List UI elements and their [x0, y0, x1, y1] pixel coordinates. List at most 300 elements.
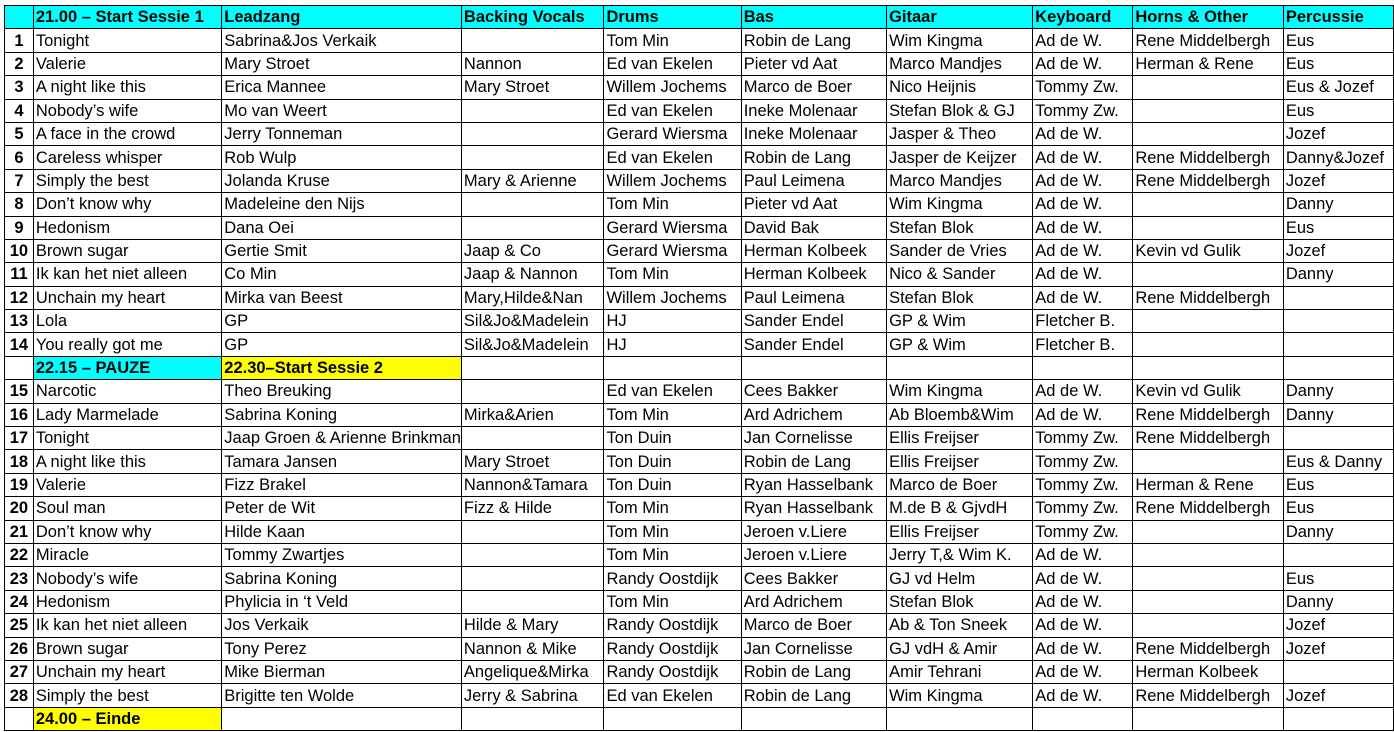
backing-vocals — [461, 380, 604, 403]
song-title: Valerie — [33, 52, 221, 75]
row-number: 21 — [5, 520, 34, 543]
backing-vocals — [461, 543, 604, 566]
bass: Jeroen v.Liere — [741, 520, 886, 543]
backing-vocals — [461, 590, 604, 613]
bass: Robin de Lang — [741, 684, 886, 707]
lead-vocal: Jaap Groen & Arienne Brinkman — [222, 427, 462, 450]
row-number: 2 — [5, 52, 34, 75]
song-title: You really got me — [33, 333, 221, 356]
horns-other: Rene Middelbergh — [1133, 29, 1284, 52]
percussion — [1283, 543, 1393, 566]
blank-cell — [604, 356, 741, 379]
lead-vocal: Jerry Tonneman — [222, 122, 462, 145]
keyboard: Ad de W. — [1033, 193, 1133, 216]
keyboard: Ad de W. — [1033, 660, 1133, 683]
lead-vocal: Mirka van Beest — [222, 286, 462, 309]
keyboard: Tommy Zw. — [1033, 497, 1133, 520]
song-title: Ik kan het niet alleen — [33, 263, 221, 286]
backing-vocals — [461, 520, 604, 543]
table-row — [5, 76, 1394, 99]
song-title: Brown sugar — [33, 637, 221, 660]
blank-cell — [887, 707, 1033, 730]
horns-other — [1133, 216, 1284, 239]
keyboard: Ad de W. — [1033, 122, 1133, 145]
row-number: 16 — [5, 403, 34, 426]
horns-other — [1133, 520, 1284, 543]
lead-vocal: Gertie Smit — [222, 239, 462, 262]
drums: Ton Duin — [604, 473, 741, 496]
keyboard: Ad de W. — [1033, 543, 1133, 566]
percussion: Eus — [1283, 473, 1393, 496]
song-title: Brown sugar — [33, 239, 221, 262]
horns-other: Rene Middelbergh — [1133, 637, 1284, 660]
lead-vocal: GP — [222, 333, 462, 356]
drums: HJ — [604, 310, 741, 333]
bass: Herman Kolbeek — [741, 263, 886, 286]
drums: Tom Min — [604, 590, 741, 613]
row-number: 18 — [5, 450, 34, 473]
blank-cell — [222, 707, 462, 730]
keyboard: Ad de W. — [1033, 263, 1133, 286]
table-row — [5, 660, 1394, 683]
horns-other: Kevin vd Gulik — [1133, 380, 1284, 403]
row-number: 15 — [5, 380, 34, 403]
keyboard: Ad de W. — [1033, 684, 1133, 707]
table-row — [5, 637, 1394, 660]
table-row — [5, 263, 1394, 286]
header-row — [5, 6, 1394, 29]
percussion: Danny&Jozef — [1283, 146, 1393, 169]
lead-vocal: Phylicia in ‘t Veld — [222, 590, 462, 613]
guitar: Stefan Blok — [887, 286, 1033, 309]
bass: David Bak — [741, 216, 886, 239]
song-title: Careless whisper — [33, 146, 221, 169]
table-row — [5, 520, 1394, 543]
song-title: Lola — [33, 310, 221, 333]
song-title: Nobody’s wife — [33, 567, 221, 590]
backing-vocals: Mary Stroet — [461, 76, 604, 99]
lead-vocal: Co Min — [222, 263, 462, 286]
guitar: Jasper & Theo — [887, 122, 1033, 145]
percussion: Danny — [1283, 193, 1393, 216]
drums: Willem Jochems — [604, 169, 741, 192]
percussion: Danny — [1283, 520, 1393, 543]
row-number: 7 — [5, 169, 34, 192]
table-row — [5, 567, 1394, 590]
keyboard: Tommy Zw. — [1033, 450, 1133, 473]
guitar: Ab Bloemb&Wim — [887, 403, 1033, 426]
lead-vocal: Tommy Zwartjes — [222, 543, 462, 566]
horns-other: Herman & Rene — [1133, 473, 1284, 496]
horns-other: Rene Middelbergh — [1133, 403, 1284, 426]
horns-other: Rene Middelbergh — [1133, 286, 1284, 309]
song-title: Lady Marmelade — [33, 403, 221, 426]
backing-vocals: Mary,Hilde&Nan — [461, 286, 604, 309]
song-title: Hedonism — [33, 216, 221, 239]
song-title: Tonight — [33, 29, 221, 52]
row-number: 28 — [5, 684, 34, 707]
guitar: Ellis Freijser — [887, 427, 1033, 450]
lead-vocal: Jolanda Kruse — [222, 169, 462, 192]
row-number: 12 — [5, 286, 34, 309]
bass: Jeroen v.Liere — [741, 543, 886, 566]
corner-cell — [5, 6, 34, 29]
keyboard: Fletcher B. — [1033, 310, 1133, 333]
keyboard: Ad de W. — [1033, 286, 1133, 309]
table-row — [5, 286, 1394, 309]
row-number: 17 — [5, 427, 34, 450]
song-title: Hedonism — [33, 590, 221, 613]
bass: Robin de Lang — [741, 146, 886, 169]
drums: Tom Min — [604, 263, 741, 286]
guitar: M.de B & GjvdH — [887, 497, 1033, 520]
table-row — [5, 427, 1394, 450]
table-row — [5, 403, 1394, 426]
drums: Ed van Ekelen — [604, 380, 741, 403]
row-number: 13 — [5, 310, 34, 333]
percussion — [1283, 333, 1393, 356]
table-row — [5, 684, 1394, 707]
bass: Pieter vd Aat — [741, 193, 886, 216]
backing-vocals: Mary & Arienne — [461, 169, 604, 192]
song-title: Simply the best — [33, 169, 221, 192]
row-number: 6 — [5, 146, 34, 169]
percussion: Danny — [1283, 263, 1393, 286]
bass: Herman Kolbeek — [741, 239, 886, 262]
table-row — [5, 333, 1394, 356]
lead-vocal: Tony Perez — [222, 637, 462, 660]
horns-other — [1133, 567, 1284, 590]
lead-vocal: Theo Breuking — [222, 380, 462, 403]
row-number: 3 — [5, 76, 34, 99]
table-row — [5, 310, 1394, 333]
percussion: Danny — [1283, 590, 1393, 613]
drums: Ed van Ekelen — [604, 684, 741, 707]
percussion: Eus — [1283, 52, 1393, 75]
lead-vocal: Mo van Weert — [222, 99, 462, 122]
blank-cell — [461, 356, 604, 379]
song-title: Don’t know why — [33, 520, 221, 543]
guitar: Jerry T,& Wim K. — [887, 543, 1033, 566]
guitar: Jasper de Keijzer — [887, 146, 1033, 169]
lead-vocal: Madeleine den Nijs — [222, 193, 462, 216]
horns-other — [1133, 333, 1284, 356]
table-row — [5, 169, 1394, 192]
drums: Randy Oostdijk — [604, 660, 741, 683]
backing-vocals — [461, 99, 604, 122]
song-title: Simply the best — [33, 684, 221, 707]
bass: Robin de Lang — [741, 29, 886, 52]
table-row — [5, 497, 1394, 520]
backing-vocals: Jaap & Nannon — [461, 263, 604, 286]
song-title: A night like this — [33, 450, 221, 473]
horns-other — [1133, 263, 1284, 286]
keyboard: Tommy Zw. — [1033, 520, 1133, 543]
lead-vocal: Brigitte ten Wolde — [222, 684, 462, 707]
song-title: Ik kan het niet alleen — [33, 614, 221, 637]
backing-vocals: Nannon — [461, 52, 604, 75]
drums: Randy Oostdijk — [604, 637, 741, 660]
row-number: 4 — [5, 99, 34, 122]
bass: Paul Leimena — [741, 286, 886, 309]
blank-cell — [1033, 707, 1133, 730]
song-title: Nobody’s wife — [33, 99, 221, 122]
song-title: Soul man — [33, 497, 221, 520]
drums: Ton Duin — [604, 427, 741, 450]
song-title: Unchain my heart — [33, 660, 221, 683]
percussion: Jozef — [1283, 614, 1393, 637]
table-row — [5, 543, 1394, 566]
drums: Gerard Wiersma — [604, 216, 741, 239]
song-title: Don’t know why — [33, 193, 221, 216]
percussion — [1283, 310, 1393, 333]
bass: Marco de Boer — [741, 76, 886, 99]
horns-other — [1133, 614, 1284, 637]
song-title: A face in the crowd — [33, 122, 221, 145]
keyboard: Ad de W. — [1033, 403, 1133, 426]
guitar: Marco de Boer — [887, 473, 1033, 496]
bass: Ryan Hasselbank — [741, 473, 886, 496]
backing-vocals: Sil&Jo&Madelein — [461, 333, 604, 356]
lead-vocal: Tamara Jansen — [222, 450, 462, 473]
table-row — [5, 239, 1394, 262]
row-number: 5 — [5, 122, 34, 145]
row-number: 20 — [5, 497, 34, 520]
backing-vocals: Jerry & Sabrina — [461, 684, 604, 707]
keyboard: Ad de W. — [1033, 29, 1133, 52]
percussion: Jozef — [1283, 239, 1393, 262]
lead-vocal: Hilde Kaan — [222, 520, 462, 543]
drums: Tom Min — [604, 193, 741, 216]
guitar: GJ vd Helm — [887, 567, 1033, 590]
row-number: 14 — [5, 333, 34, 356]
col-percussie: Percussie — [1283, 6, 1393, 29]
blank-cell — [1133, 356, 1284, 379]
col-drums: Drums — [604, 6, 741, 29]
blank-cell — [604, 707, 741, 730]
table-row — [5, 380, 1394, 403]
col-leadzang: Leadzang — [222, 6, 462, 29]
percussion: Eus — [1283, 99, 1393, 122]
keyboard: Ad de W. — [1033, 590, 1133, 613]
percussion: Danny — [1283, 403, 1393, 426]
lead-vocal: Sabrina&Jos Verkaik — [222, 29, 462, 52]
table-row — [5, 473, 1394, 496]
table-row — [5, 193, 1394, 216]
drums: Ed van Ekelen — [604, 52, 741, 75]
horns-other — [1133, 76, 1284, 99]
guitar: Sander de Vries — [887, 239, 1033, 262]
row-number: 8 — [5, 193, 34, 216]
row-number: 9 — [5, 216, 34, 239]
percussion: Jozef — [1283, 169, 1393, 192]
horns-other — [1133, 450, 1284, 473]
table-row — [5, 122, 1394, 145]
lead-vocal: Mike Bierman — [222, 660, 462, 683]
percussion: Eus — [1283, 497, 1393, 520]
drums: Gerard Wiersma — [604, 122, 741, 145]
horns-other: Rene Middelbergh — [1133, 427, 1284, 450]
guitar: Stefan Blok — [887, 216, 1033, 239]
bass: Paul Leimena — [741, 169, 886, 192]
lead-vocal: Sabrina Koning — [222, 403, 462, 426]
guitar: GJ vdH & Amir — [887, 637, 1033, 660]
col-keyboard: Keyboard — [1033, 6, 1133, 29]
row-number: 11 — [5, 263, 34, 286]
lead-vocal: Fizz Brakel — [222, 473, 462, 496]
keyboard: Tommy Zw. — [1033, 99, 1133, 122]
table-row — [5, 146, 1394, 169]
table-row — [5, 216, 1394, 239]
drums: Tom Min — [604, 497, 741, 520]
horns-other — [1133, 543, 1284, 566]
percussion: Eus — [1283, 567, 1393, 590]
guitar: Wim Kingma — [887, 380, 1033, 403]
keyboard: Ad de W. — [1033, 216, 1133, 239]
blank-cell — [5, 356, 34, 379]
backing-vocals — [461, 427, 604, 450]
table-row — [5, 590, 1394, 613]
guitar: Ellis Freijser — [887, 450, 1033, 473]
separator-row — [5, 707, 1394, 730]
row-number: 26 — [5, 637, 34, 660]
keyboard: Ad de W. — [1033, 239, 1133, 262]
percussion — [1283, 427, 1393, 450]
blank-cell — [5, 707, 34, 730]
backing-vocals: Nannon & Mike — [461, 637, 604, 660]
guitar: GP & Wim — [887, 310, 1033, 333]
backing-vocals — [461, 29, 604, 52]
guitar: Wim Kingma — [887, 29, 1033, 52]
bass: Ard Adrichem — [741, 590, 886, 613]
guitar: Stefan Blok & GJ — [887, 99, 1033, 122]
blank-cell — [1133, 707, 1284, 730]
guitar: Wim Kingma — [887, 193, 1033, 216]
drums: Randy Oostdijk — [604, 614, 741, 637]
blank-cell — [461, 707, 604, 730]
song-title: Valerie — [33, 473, 221, 496]
drums: Randy Oostdijk — [604, 567, 741, 590]
drums: Tom Min — [604, 29, 741, 52]
row-number: 24 — [5, 590, 34, 613]
table-row — [5, 614, 1394, 637]
backing-vocals: Jaap & Co — [461, 239, 604, 262]
horns-other — [1133, 122, 1284, 145]
horns-other: Rene Middelbergh — [1133, 497, 1284, 520]
guitar: Nico & Sander — [887, 263, 1033, 286]
lead-vocal: Mary Stroet — [222, 52, 462, 75]
drums: HJ — [604, 333, 741, 356]
bass: Cees Bakker — [741, 380, 886, 403]
percussion: Jozef — [1283, 684, 1393, 707]
backing-vocals: Angelique&Mirka — [461, 660, 604, 683]
col-horns-other: Horns & Other — [1133, 6, 1284, 29]
lead-vocal: GP — [222, 310, 462, 333]
bass: Sander Endel — [741, 310, 886, 333]
keyboard: Ad de W. — [1033, 614, 1133, 637]
backing-vocals — [461, 567, 604, 590]
blank-cell — [741, 356, 886, 379]
backing-vocals: Sil&Jo&Madelein — [461, 310, 604, 333]
horns-other — [1133, 193, 1284, 216]
drums: Ed van Ekelen — [604, 99, 741, 122]
bass: Sander Endel — [741, 333, 886, 356]
row-number: 23 — [5, 567, 34, 590]
blank-cell — [887, 356, 1033, 379]
row-number: 19 — [5, 473, 34, 496]
horns-other: Herman & Rene — [1133, 52, 1284, 75]
backing-vocals: Mary Stroet — [461, 450, 604, 473]
backing-vocals — [461, 146, 604, 169]
bass: Robin de Lang — [741, 450, 886, 473]
col-gitaar: Gitaar — [887, 6, 1033, 29]
bass: Pieter vd Aat — [741, 52, 886, 75]
guitar: Nico Heijnis — [887, 76, 1033, 99]
song-title: Narcotic — [33, 380, 221, 403]
bass: Ineke Molenaar — [741, 122, 886, 145]
lead-vocal: Erica Mannee — [222, 76, 462, 99]
lead-vocal: Rob Wulp — [222, 146, 462, 169]
bass: Jan Cornelisse — [741, 637, 886, 660]
col-backing-vocals: Backing Vocals — [461, 6, 604, 29]
percussion — [1283, 660, 1393, 683]
guitar: Ab & Ton Sneek — [887, 614, 1033, 637]
bass: Jan Cornelisse — [741, 427, 886, 450]
percussion: Eus — [1283, 29, 1393, 52]
blank-cell — [1033, 356, 1133, 379]
guitar: GP & Wim — [887, 333, 1033, 356]
lead-vocal: Sabrina Koning — [222, 567, 462, 590]
horns-other: Rene Middelbergh — [1133, 146, 1284, 169]
drums: Tom Min — [604, 520, 741, 543]
keyboard: Tommy Zw. — [1033, 427, 1133, 450]
drums: Willem Jochems — [604, 286, 741, 309]
separator-row — [5, 356, 1394, 379]
table-row — [5, 29, 1394, 52]
keyboard: Fletcher B. — [1033, 333, 1133, 356]
backing-vocals — [461, 193, 604, 216]
keyboard: Ad de W. — [1033, 637, 1133, 660]
bass: Ineke Molenaar — [741, 99, 886, 122]
table-row — [5, 52, 1394, 75]
horns-other: Kevin vd Gulik — [1133, 239, 1284, 262]
row-number: 27 — [5, 660, 34, 683]
drums: Tom Min — [604, 543, 741, 566]
blank-cell — [1283, 707, 1393, 730]
horns-other: Rene Middelbergh — [1133, 169, 1284, 192]
row-number: 25 — [5, 614, 34, 637]
song-title: Miracle — [33, 543, 221, 566]
session2-label: 22.30–Start Sessie 2 — [222, 356, 462, 379]
row-number: 22 — [5, 543, 34, 566]
lead-vocal: Dana Oei — [222, 216, 462, 239]
guitar: Marco Mandjes — [887, 169, 1033, 192]
guitar: Marco Mandjes — [887, 52, 1033, 75]
setlist-table — [4, 5, 1394, 731]
backing-vocals: Nannon&Tamara — [461, 473, 604, 496]
horns-other — [1133, 99, 1284, 122]
blank-cell — [741, 707, 886, 730]
backing-vocals — [461, 216, 604, 239]
session1-label: 21.00 – Start Sessie 1 — [33, 6, 221, 29]
bass: Ryan Hasselbank — [741, 497, 886, 520]
song-title: Tonight — [33, 427, 221, 450]
percussion: Danny — [1283, 380, 1393, 403]
guitar: Stefan Blok — [887, 590, 1033, 613]
keyboard: Ad de W. — [1033, 380, 1133, 403]
bass: Marco de Boer — [741, 614, 886, 637]
guitar: Wim Kingma — [887, 684, 1033, 707]
